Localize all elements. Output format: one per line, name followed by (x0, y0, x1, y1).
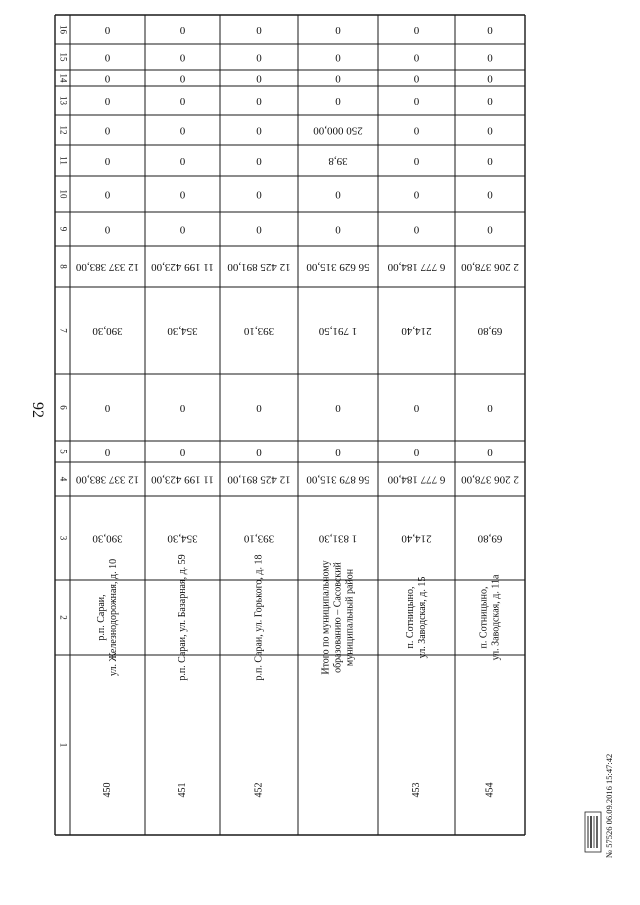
column-header-14: 14 (58, 73, 69, 83)
column-header-4: 4 (58, 476, 69, 482)
column-header-7: 7 (58, 328, 69, 333)
cell-col-9: 0 (179, 223, 186, 236)
cell-col-3: 393,10 (243, 532, 275, 545)
address-text: р.п. Сараи, ул. Горького, д. 18 (253, 554, 265, 681)
cell-col-12: 0 (487, 124, 493, 137)
cell-col-13: 0 (104, 94, 111, 107)
cell-col-9: 0 (487, 223, 493, 236)
cell-col-14: 0 (335, 72, 341, 85)
column-header-2: 2 (58, 615, 69, 620)
cell-col-12: 0 (104, 124, 111, 137)
cell-col-7: 354,30 (167, 324, 198, 337)
cell-col-16: 0 (179, 23, 186, 36)
column-header-1: 1 (58, 742, 69, 748)
cell-col-10: 0 (335, 188, 341, 201)
cell-col-8: 56 629 315,00 (306, 260, 370, 273)
cell-col-14: 0 (487, 72, 493, 85)
column-header-8: 8 (58, 264, 69, 269)
cell-col-8: 2 206 378,00 (461, 260, 519, 273)
address-text: муниципальный район (344, 568, 356, 667)
cell-col-12: 250 000,00 (313, 124, 363, 137)
address-text: п. Сотницыно, (404, 586, 416, 649)
cell-col-5: 0 (413, 445, 420, 458)
cell-col-6: 0 (487, 401, 493, 414)
cell-col-5: 0 (179, 445, 186, 458)
column-header-13: 13 (58, 96, 69, 105)
cell-col-11: 0 (179, 154, 186, 167)
cell-col-6: 0 (179, 401, 186, 414)
cell-col-5: 0 (335, 445, 341, 458)
cell-col-4: 6 777 184,00 (387, 473, 446, 486)
row-number: 454 (484, 782, 496, 798)
cell-col-15: 0 (335, 51, 341, 64)
cell-col-8: 11 199 423,00 (151, 260, 214, 273)
address-text: ул. Железнодорожная, д. 10 (107, 558, 119, 677)
cell-col-4: 11 199 423,00 (151, 473, 214, 486)
cell-col-14: 0 (256, 72, 262, 85)
cell-col-9: 0 (104, 223, 111, 236)
cell-col-5: 0 (487, 445, 493, 458)
row-number: 451 (176, 782, 188, 798)
address-text: ул. Заводская, д. 11а (490, 574, 502, 661)
cell-col-15: 0 (487, 51, 493, 64)
column-header-15: 15 (58, 52, 69, 62)
cell-col-15: 0 (413, 51, 420, 64)
cell-col-7: 214,40 (401, 324, 432, 337)
cell-col-16: 0 (104, 23, 111, 36)
cell-col-14: 0 (104, 72, 111, 85)
column-header-9: 9 (58, 226, 69, 232)
cell-col-9: 0 (335, 223, 341, 236)
address-text: р.п. Сараи, ул. Базарная, д. 59 (176, 554, 188, 681)
column-header-11: 11 (58, 156, 69, 165)
column-header-5: 5 (58, 449, 69, 454)
cell-col-15: 0 (179, 51, 186, 64)
address-text: ул. Заводская, д. 15 (416, 576, 428, 659)
barcode-icon (585, 812, 601, 852)
cell-col-12: 0 (413, 124, 420, 137)
cell-col-10: 0 (104, 188, 111, 201)
cell-col-6: 0 (413, 401, 420, 414)
cell-col-14: 0 (413, 72, 420, 85)
cell-col-6: 0 (335, 401, 341, 414)
cell-col-10: 0 (487, 188, 493, 201)
cell-col-3: 390,30 (92, 532, 123, 545)
cell-col-16: 0 (413, 23, 420, 36)
cell-col-11: 39,8 (328, 154, 348, 167)
column-header-10: 10 (58, 189, 69, 199)
cell-col-14: 0 (179, 72, 186, 85)
cell-col-13: 0 (487, 94, 493, 107)
cell-col-11: 0 (256, 154, 262, 167)
cell-col-4: 2 206 378,00 (461, 473, 519, 486)
page-number: 92 (29, 402, 46, 418)
address-text: Итого по муниципальному (320, 560, 332, 675)
cell-col-7: 1 791,50 (318, 324, 358, 337)
cell-col-10: 0 (413, 188, 420, 201)
cell-col-4: 12 337 383,00 (75, 473, 140, 486)
column-header-16: 16 (58, 25, 69, 34)
column-header-6: 6 (58, 405, 69, 410)
cell-col-3: 214,40 (401, 532, 432, 545)
cell-col-13: 0 (256, 94, 262, 107)
cell-col-3: 354,30 (167, 532, 198, 545)
row-number: 452 (253, 782, 265, 798)
register-table (58, 24, 518, 798)
register-table-grid (55, 15, 525, 835)
address-text: р.п. Сараи, (95, 594, 107, 641)
cell-col-13: 0 (335, 94, 341, 107)
cell-col-8: 12 425 891,00 (227, 260, 291, 273)
address-text: п. Сотницыно, (478, 586, 490, 649)
cell-col-3: 1 831,30 (318, 532, 358, 545)
cell-col-9: 0 (413, 223, 420, 236)
cell-col-7: 390,30 (92, 324, 123, 337)
cell-col-6: 0 (256, 401, 262, 414)
cell-col-16: 0 (335, 23, 341, 36)
cell-col-13: 0 (179, 94, 186, 107)
cell-col-13: 0 (413, 94, 420, 107)
cell-col-10: 0 (179, 188, 186, 201)
cell-col-8: 6 777 184,00 (387, 260, 446, 273)
cell-col-16: 0 (487, 23, 493, 36)
cell-col-7: 69,80 (477, 324, 503, 337)
row-number: 453 (410, 782, 422, 798)
stamp-text: № 57526 06.09.2016 15:47:42 (604, 753, 614, 858)
cell-col-8: 12 337 383,00 (75, 260, 140, 273)
cell-col-5: 0 (104, 445, 111, 458)
address-text: образованию – Сасовский (332, 562, 344, 673)
cell-col-11: 0 (487, 154, 493, 167)
cell-col-9: 0 (256, 223, 262, 236)
cell-col-4: 12 425 891,00 (227, 473, 291, 486)
column-header-3: 3 (58, 535, 69, 541)
cell-col-11: 0 (104, 154, 111, 167)
cell-col-11: 0 (413, 154, 420, 167)
cell-col-16: 0 (256, 23, 262, 36)
cell-col-15: 0 (104, 51, 111, 64)
cell-col-10: 0 (256, 188, 262, 201)
column-header-12: 12 (58, 125, 69, 135)
cell-col-6: 0 (104, 401, 111, 414)
cell-col-7: 393,10 (243, 324, 275, 337)
cell-col-15: 0 (256, 51, 262, 64)
cell-col-5: 0 (256, 445, 262, 458)
document-stamp (585, 754, 614, 858)
row-number: 450 (101, 782, 113, 798)
cell-col-4: 56 879 315,00 (306, 473, 370, 486)
cell-col-3: 69,80 (477, 532, 503, 545)
cell-col-12: 0 (179, 124, 186, 137)
cell-col-12: 0 (256, 124, 262, 137)
